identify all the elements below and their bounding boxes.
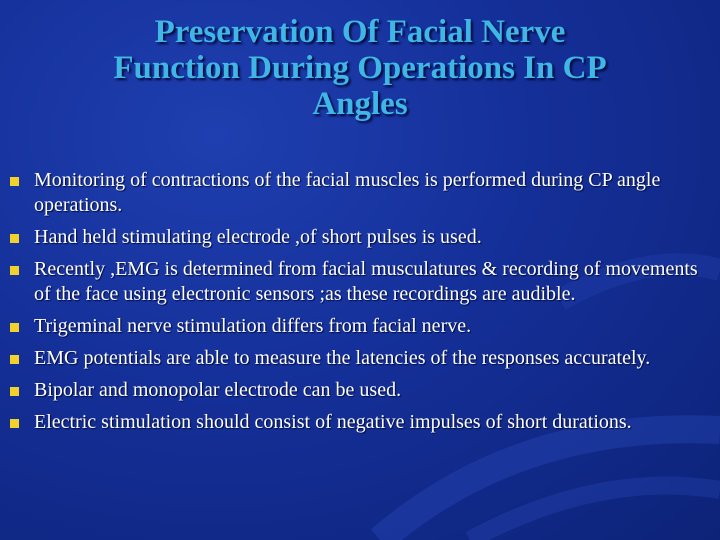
bullet-item [6,168,716,218]
bullet-text: Monitoring of contractions of the facial muscles is performed during CP angle operations. [34,169,661,216]
square-bullet-icon [10,266,19,275]
square-bullet-icon [10,234,19,243]
square-bullet-icon [10,355,19,364]
bullet-text: Recently ,EMG is determined from facial musculatures & recording of movements of the face using electronic sensors ;as these recordings are audible. [34,258,698,305]
bullet-item [6,410,716,435]
square-bullet-icon [10,387,19,396]
square-bullet-icon [10,323,19,332]
bullet-list [6,168,716,442]
square-bullet-icon [10,419,19,428]
bullet-item [6,346,716,371]
bullet-text: EMG potentials are able to measure the latencies of the responses accurately. [34,347,651,369]
title-line-1: Preservation Of Facial Nerve [154,14,566,50]
bullet-item [6,257,716,307]
title-line-2: Function During Operations In CP [113,50,607,86]
square-bullet-icon [10,177,19,186]
bullet-text: Trigeminal nerve stimulation differs from facial nerve. [34,315,472,337]
bullet-item [6,378,716,403]
bullet-text: Bipolar and monopolar electrode can be used. [34,379,402,401]
bullet-text: Hand held stimulating electrode ,of short pulses is used. [34,226,482,248]
title-line-3: Angles [312,86,408,122]
slide-title [20,16,700,124]
bullet-text: Electric stimulation should consist of negative impulses of short durations. [34,411,632,433]
bullet-item [6,225,716,250]
bullet-item [6,314,716,339]
